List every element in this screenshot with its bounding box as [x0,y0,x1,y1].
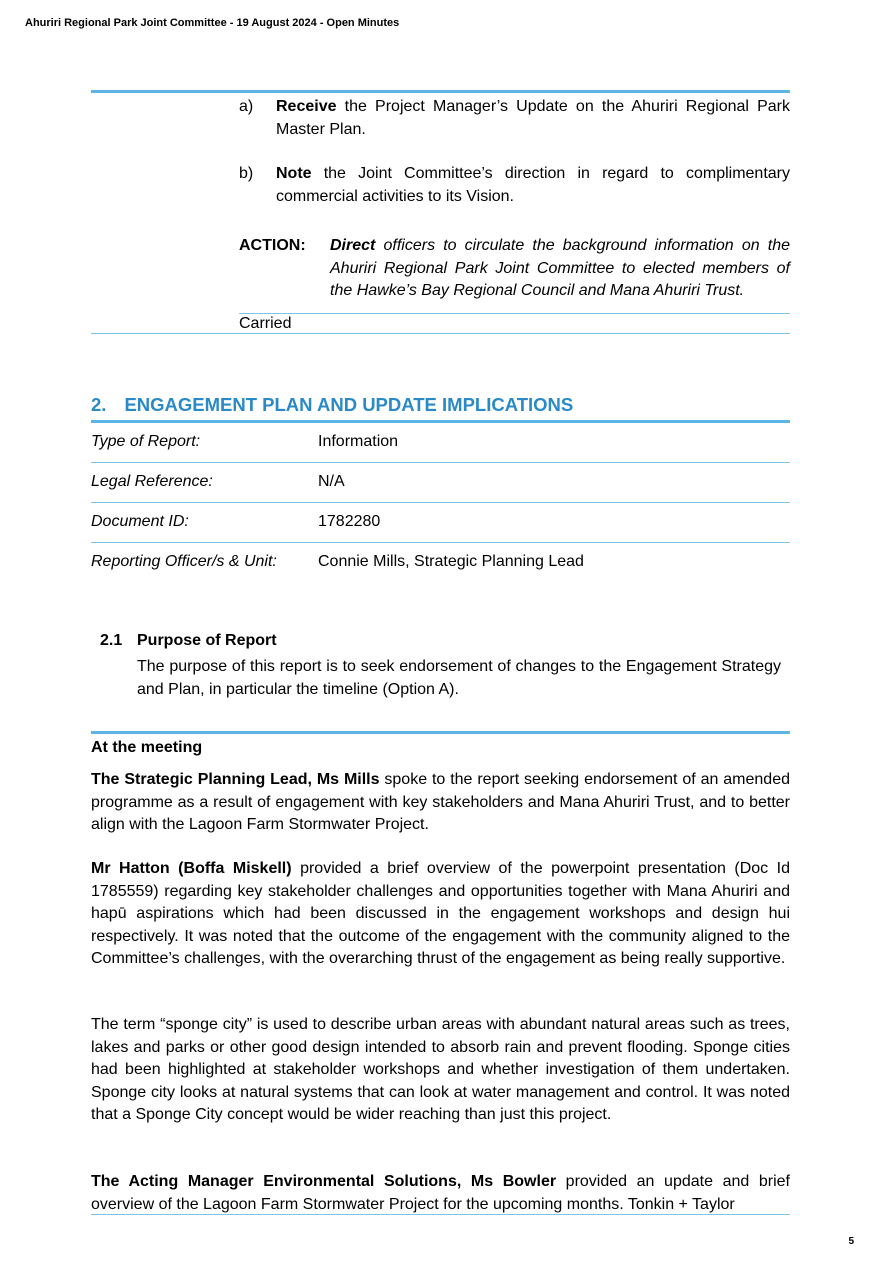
info-value-legal: N/A [318,473,345,490]
page-header: Ahuriri Regional Park Joint Committee - 19 August 2024 - Open Minutes [25,17,400,29]
purpose-number: 2.1 [100,632,123,649]
info-label-type: Type of Report: [91,433,201,450]
meeting-paragraph-1 [91,769,790,837]
action-body: officers to circulate the background information on the Ahuriri Regional Park Joint Committee to elected members of the Hawke’s Bay Regional Council and Mana Ahuriri Trust. [330,237,790,299]
resolution-item-a [276,96,790,141]
meeting-paragraph-2 [91,858,790,971]
paragraph-lead: Mr Hatton (Boffa Miskell) [91,860,292,877]
resolution-text-a: the Project Manager’s Update on the Ahuriri Regional Park Master Plan. [276,98,790,138]
info-label-officer: Reporting Officer/s & Unit: [91,553,277,570]
action-text [330,235,790,303]
section-number: 2. [91,394,107,415]
meeting-heading: At the meeting [91,739,203,756]
action-verb: Direct [330,237,376,254]
carried-bottom-rule [91,333,790,334]
paragraph-lead: The Acting Manager Environmental Solutions, Ms Bowler [91,1173,557,1190]
paragraph-text: The term “sponge city” is used to describe urban areas with abundant natural areas such as trees, lakes and parks or other good design intended to absorb rain and prevent flooding. Sponge cities had been highlighted at stakeholder workshops and whether investigation of them undertaken. Sponge city looks at natural systems that can look at water management and control. It was noted that a Sponge City concept would be wider reaching than just this project. [91,1016,790,1123]
resolution-marker-a: a) [239,98,254,115]
paragraph-text: provided an update and brief overview of the Lagoon Farm Stormwater Project for the upcoming months. Tonkin + Taylor [91,1173,790,1213]
info-value-type: Information [318,433,399,450]
carried-top-rule [239,313,790,314]
purpose-heading: Purpose of Report [137,632,277,649]
resolution-verb-a: Receive [276,98,337,115]
page-number: 5 [848,1236,854,1247]
paragraph-lead: The Strategic Planning Lead, Ms Mills [91,771,380,788]
info-row-rule [91,542,790,543]
bottom-rule [91,1214,790,1215]
carried-label: Carried [239,315,292,332]
meeting-paragraph-4 [91,1171,790,1216]
resolution-marker-b: b) [239,165,254,182]
info-label-legal: Legal Reference: [91,473,213,490]
resolution-item-b [276,163,790,208]
info-value-officer: Connie Mills, Strategic Planning Lead [318,553,584,570]
info-value-docid: 1782280 [318,513,381,530]
info-label-docid: Document ID: [91,513,189,530]
meeting-top-rule [91,731,790,734]
info-row-rule [91,462,790,463]
paragraph-text: spoke to the report seeking endorsement of an amended programme as a result of engagement with key stakeholders and Mana Ahuriri Trust, and to better align with the Lagoon Farm Stormwater Project. [91,771,790,833]
purpose-text: The purpose of this report is to seek endorsement of changes to the Engagement Strategy and Plan, in particular the timeline (Option A). [137,658,781,698]
section-title: ENGAGEMENT PLAN AND UPDATE IMPLICATIONS [124,394,574,415]
section-heading [91,394,573,416]
resolution-verb-b: Note [276,165,312,182]
info-row-rule [91,502,790,503]
section-heading-rule [91,420,790,423]
resolution-text-b: the Joint Committee’s direction in regard to complimentary commercial activities to its Vision. [276,165,790,205]
meeting-paragraph-3 [91,1014,790,1127]
action-label: ACTION: [239,237,306,254]
paragraph-text: provided a brief overview of the powerpoint presentation (Doc Id 1785559) regarding key stakeholder challenges and opportunities together with Mana Ahuriri and hapū aspirations which had been discussed in the engagement workshops and design hui respectively. It was noted that the outcome of the engagement with the community aligned to the Committee’s challenges, with the overarching thrust of the engagement as being really supportive. [91,860,791,967]
top-rule [91,90,790,93]
